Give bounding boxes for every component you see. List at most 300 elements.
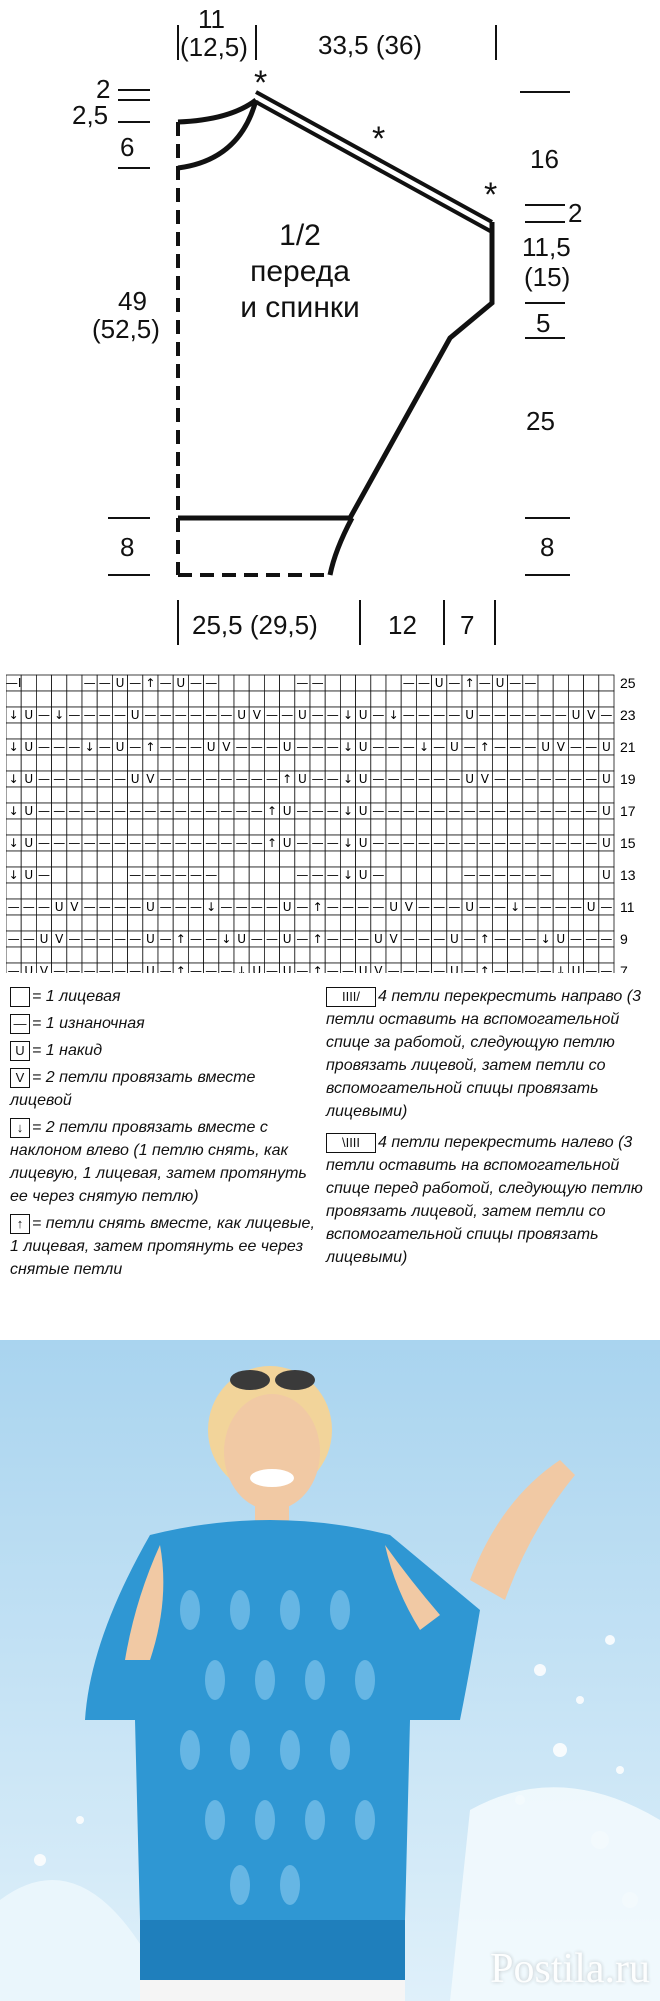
chart-cell [204, 819, 219, 835]
chart-symbol: — [159, 868, 172, 883]
chart-symbol: — [174, 740, 187, 755]
chart-cell [158, 851, 173, 867]
chart-cell [219, 723, 234, 739]
chart-cell [325, 787, 340, 803]
chart-symbol: V [146, 772, 155, 787]
chart-symbol: — [311, 836, 324, 851]
chart-symbol: ↓ [221, 932, 232, 947]
chart-cell [599, 675, 614, 691]
chart-symbol: — [494, 964, 506, 973]
chart-cell [477, 947, 492, 963]
chart-cell [67, 883, 82, 899]
chart-cell [447, 947, 462, 963]
chart-symbol: — [524, 868, 537, 883]
chart-cell [112, 819, 127, 835]
chart-cell [249, 819, 264, 835]
chart-cell [538, 691, 553, 707]
chart-cell [158, 691, 173, 707]
chart-symbol: — [554, 836, 567, 851]
chart-cell [82, 755, 97, 771]
chart-cell [143, 755, 158, 771]
watermark-logo: Postila.ru [490, 1946, 650, 1992]
chart-cell [173, 787, 188, 803]
chart-symbol: — [463, 740, 476, 755]
chart-cell [568, 883, 583, 899]
chart-symbol: — [68, 772, 81, 787]
chart-cell [280, 723, 295, 739]
chart-cell [6, 883, 21, 899]
chart-symbol: ↓ [342, 772, 354, 787]
chart-symbol: ↑ [479, 964, 490, 973]
chart-cell [21, 691, 36, 707]
chart-cell [188, 819, 203, 835]
chart-symbol: — [585, 932, 598, 947]
chart-cell [310, 691, 325, 707]
chart-cell [553, 819, 568, 835]
chart-cell [204, 947, 219, 963]
chart-cell [67, 819, 82, 835]
chart-cell [249, 691, 264, 707]
chart-cell [112, 915, 127, 931]
chart-symbol: — [402, 932, 415, 947]
chart-symbol: — [402, 836, 415, 851]
chart-symbol: ↓ [54, 708, 65, 723]
chart-symbol: U [465, 708, 474, 723]
chart-cell [97, 947, 112, 963]
chart-cell [492, 691, 507, 707]
chart-cell [371, 947, 386, 963]
chart-cell [538, 723, 553, 739]
chart-symbol: — [402, 804, 415, 819]
chart-cell [158, 787, 173, 803]
chart-cell [340, 723, 355, 739]
chart-cell [67, 787, 82, 803]
chart-symbol: V [404, 900, 413, 915]
chart-symbol: — [220, 772, 233, 787]
chart-symbol: — [342, 964, 354, 973]
chart-cell [143, 723, 158, 739]
chart-cell [568, 723, 583, 739]
chart-symbol: ↑ [266, 804, 278, 819]
chart-cell [462, 723, 477, 739]
chart-symbol: U [358, 804, 368, 819]
chart-cell [356, 819, 371, 835]
chart-cell [401, 883, 416, 899]
chart-cell [36, 787, 51, 803]
chart-symbol: — [539, 964, 552, 973]
chart-cell [508, 723, 523, 739]
chart-symbol: — [311, 772, 324, 787]
chart-cell [82, 883, 97, 899]
chart-symbol: U [282, 836, 292, 851]
chart-symbol: — [509, 772, 522, 787]
chart-symbol: — [296, 900, 309, 915]
chart-symbol: — [296, 740, 309, 755]
chart-cell [36, 915, 51, 931]
chart-cell [234, 787, 249, 803]
chart-cell [462, 755, 477, 771]
chart-cell [492, 947, 507, 963]
legend-item-cable-right: IIII/ 4 петли перекрестить направо (3 петли оставить на вспомогательной спице за работой, следующую петлю провязать лицевой, затем петли со вспомогательной спицы провязать лицевыми) [326, 988, 641, 1120]
chart-cell [158, 755, 173, 771]
chart-symbol: — [190, 900, 202, 915]
chart-cell [325, 755, 340, 771]
chart-cell [36, 819, 51, 835]
chart-cell [264, 723, 279, 739]
chart-symbol: — [114, 772, 126, 787]
chart-cell [280, 819, 295, 835]
right-dim-8: 8 [540, 532, 555, 562]
chart-cell [584, 675, 599, 691]
chart-symbol: — [387, 740, 400, 755]
chart-cell [432, 755, 447, 771]
chart-cell [143, 915, 158, 931]
left-dim-8: 8 [120, 532, 135, 562]
chart-symbol: V [222, 740, 231, 755]
chart-symbol: ↓ [540, 932, 551, 947]
chart-symbol: — [190, 708, 202, 723]
chart-cell [401, 787, 416, 803]
chart-symbol: — [600, 900, 613, 915]
chart-symbol: — [296, 804, 309, 819]
chart-cell [234, 915, 249, 931]
chart-symbol: — [311, 708, 324, 723]
legend-item-k2tog: V = 2 петли провязать вместе лицевой [10, 1069, 256, 1109]
chart-cell [447, 691, 462, 707]
chart-cell [234, 867, 249, 883]
bottom-dim-7: 7 [460, 610, 475, 640]
chart-symbol: — [220, 900, 233, 915]
chart-symbol: — [144, 804, 157, 819]
chart-symbol: U [282, 964, 292, 973]
chart-symbol: ↓ [8, 740, 19, 755]
chart-cell [584, 723, 599, 739]
chart-symbol: — [98, 740, 111, 755]
chart-symbol: — [524, 708, 537, 723]
chart-cell [568, 851, 583, 867]
chart-symbol: — [524, 676, 537, 691]
chart-symbol: — [387, 836, 400, 851]
chart-symbol: — [159, 932, 172, 947]
chart-symbol: — [7, 964, 20, 973]
chart-symbol: U [206, 740, 216, 755]
chart-symbol: — [159, 772, 172, 787]
chart-symbol: ↓ [342, 804, 354, 819]
chart-cell [584, 819, 599, 835]
chart-symbol: — [509, 740, 522, 755]
purl-symbol: — [10, 1014, 30, 1034]
chart-cell [340, 787, 355, 803]
chart-cell [523, 947, 538, 963]
left-dim-52-5: (52,5) [92, 314, 160, 344]
chart-symbol: — [296, 836, 309, 851]
chart-cell [219, 691, 234, 707]
chart-symbol: — [372, 772, 385, 787]
chart-symbol: — [539, 804, 552, 819]
chart-symbol: — [402, 708, 415, 723]
chart-symbol: — [220, 708, 233, 723]
chart-cell [599, 947, 614, 963]
chart-symbol: U [130, 772, 140, 787]
chart-symbol: — [174, 804, 187, 819]
chart-symbol: — [68, 836, 81, 851]
chart-cell [386, 915, 401, 931]
chart-symbol: U [358, 708, 368, 723]
chart-cell [462, 851, 477, 867]
photo-illustration [0, 1340, 660, 2001]
chart-symbol: — [372, 900, 385, 915]
chart-cell [295, 915, 310, 931]
chart-row-number: 17 [620, 803, 636, 820]
chart-symbol: U [541, 740, 550, 755]
chart-symbol: — [250, 932, 263, 947]
chart-cell [295, 883, 310, 899]
chart-symbol: U [146, 900, 155, 915]
chart-symbol: U [24, 836, 34, 851]
chart-cell [143, 787, 158, 803]
chart-cell [523, 819, 538, 835]
chart-symbol: V [55, 932, 64, 947]
chart-cell [280, 675, 295, 691]
chart-cell [462, 787, 477, 803]
chart-symbol: — [114, 804, 126, 819]
chart-symbol: — [174, 708, 187, 723]
chart-cell [36, 675, 51, 691]
chart-symbol: — [448, 836, 461, 851]
chart-symbol: — [478, 868, 491, 883]
chart-cell [97, 787, 112, 803]
chart-symbol: ↓ [510, 900, 521, 915]
chart-cell [158, 819, 173, 835]
chart-row-number: 15 [620, 835, 636, 852]
chart-symbol: U [602, 772, 611, 787]
chart-symbol: U [176, 676, 186, 691]
chart-symbol: — [22, 932, 35, 947]
chart-cell [340, 755, 355, 771]
chart-cell [386, 851, 401, 867]
chart-symbol: ↑ [312, 900, 323, 915]
chart-cell [325, 691, 340, 707]
chart-symbol: — [524, 740, 537, 755]
chart-cell [538, 947, 553, 963]
chart-cell [173, 915, 188, 931]
chart-symbol: — [600, 708, 613, 723]
chart-cell [67, 675, 82, 691]
chart-cell [21, 675, 36, 691]
chart-symbol: — [372, 804, 385, 819]
chart-symbol: — [418, 836, 430, 851]
chart-cell [356, 755, 371, 771]
chart-symbol: — [326, 868, 339, 883]
chart-symbol: — [570, 804, 582, 819]
chart-cell [264, 819, 279, 835]
chart-cell [538, 883, 553, 899]
chart-symbol: — [342, 932, 354, 947]
chart-symbol: — [190, 836, 202, 851]
chart-symbol: ↑ [175, 964, 186, 973]
chart-symbol: — [570, 900, 582, 915]
chart-cell [6, 819, 21, 835]
chart-cell [325, 915, 340, 931]
chart-cell [356, 787, 371, 803]
chart-symbol: — [250, 772, 263, 787]
chart-symbol: — [22, 900, 35, 915]
chart-cell [219, 755, 234, 771]
chart-cell [67, 867, 82, 883]
chart-symbol: — [372, 708, 385, 723]
chart-symbol: — [570, 740, 582, 755]
chart-cell [6, 915, 21, 931]
chart-cell [477, 915, 492, 931]
chart-cell [295, 819, 310, 835]
chart-symbol: — [326, 772, 339, 787]
chart-cell [523, 883, 538, 899]
chart-cell [599, 915, 614, 931]
chart-cell [325, 947, 340, 963]
chart-cell [21, 915, 36, 931]
chart-symbol: — [418, 676, 430, 691]
chart-cell [568, 675, 583, 691]
chart-cell [295, 691, 310, 707]
chart-cell [523, 915, 538, 931]
chart-symbol: — [266, 932, 278, 947]
chart-cell [401, 755, 416, 771]
chart-symbol: ↑ [312, 964, 323, 973]
knit-symbol [10, 987, 30, 1007]
chart-cell [416, 755, 431, 771]
chart-symbol: ↓ [84, 740, 95, 755]
chart-symbol: — [509, 676, 522, 691]
chart-cell [128, 723, 143, 739]
chart-cell [492, 819, 507, 835]
chart-symbol: — [98, 836, 111, 851]
chart-cell [553, 691, 568, 707]
chart-symbol: — [296, 676, 309, 691]
schematic-title [205, 218, 395, 326]
chart-cell [508, 851, 523, 867]
legend-item-yo: U = 1 накид [10, 1039, 320, 1062]
chart-symbol: U [374, 932, 383, 947]
chart-symbol: — [448, 708, 461, 723]
chart-cell [52, 691, 67, 707]
chart-symbol: — [402, 740, 415, 755]
chart-row-number: 21 [620, 739, 636, 756]
chart-cell [416, 691, 431, 707]
legend-item-cable-left: \IIII 4 петли перекрестить налево (3 петли оставить на вспомогательной спице перед работой, следующую петлю провязать лицевой, затем петли со вспомогательной спицы провязать лицевыми) [326, 1134, 643, 1266]
chart-symbol: — [372, 836, 385, 851]
chart-symbol: — [509, 932, 522, 947]
chart-cell [188, 883, 203, 899]
chart-symbol: — [159, 900, 172, 915]
chart-row-number: 11 [620, 899, 635, 916]
top-dim-neck: 11 [198, 4, 225, 34]
chart-symbol: ↑ [479, 740, 490, 755]
chart-cell [599, 723, 614, 739]
chart-cell [584, 755, 599, 771]
chart-symbol: U [571, 708, 581, 723]
chart-cell [568, 819, 583, 835]
chart-symbol: — [53, 740, 66, 755]
chart-symbol: — [494, 740, 506, 755]
chart-cell [401, 947, 416, 963]
chart-symbol: — [266, 740, 278, 755]
chart-cell [188, 947, 203, 963]
chart-symbol: — [83, 708, 96, 723]
chart-symbol: — [68, 708, 81, 723]
chart-cell [538, 915, 553, 931]
chart-cell [188, 691, 203, 707]
chart-cell [36, 947, 51, 963]
chart-cell [477, 787, 492, 803]
chart-cell [371, 915, 386, 931]
chart-cell [401, 851, 416, 867]
chart-cell [82, 819, 97, 835]
chart-cell [249, 723, 264, 739]
chart-symbol: — [554, 772, 567, 787]
chart-symbol: — [296, 964, 309, 973]
chart-cell [386, 883, 401, 899]
chart-symbol: U [602, 868, 611, 883]
chart-symbol: — [144, 868, 157, 883]
model-photo [0, 1340, 660, 2001]
chart-symbol: — [418, 772, 430, 787]
chart-symbol: — [585, 804, 598, 819]
chart-cell [97, 915, 112, 931]
chart-cell [568, 915, 583, 931]
chart-symbol: — [448, 772, 461, 787]
chart-symbol: — [129, 868, 142, 883]
chart-cell [264, 675, 279, 691]
chart-cell [401, 867, 416, 883]
chart-cell [36, 883, 51, 899]
chart-cell [477, 755, 492, 771]
chart-symbol: — [433, 772, 446, 787]
chart-symbol: — [539, 868, 552, 883]
chart-symbol: V [70, 900, 79, 915]
chart-cell [112, 787, 127, 803]
chart-cell [416, 787, 431, 803]
chart-symbol: — [83, 836, 96, 851]
legend-left [10, 985, 320, 1281]
chart-cell [401, 819, 416, 835]
chart-symbol: — [38, 900, 50, 915]
chart-cell [477, 691, 492, 707]
chart-cell [462, 915, 477, 931]
chart-symbol: — [83, 900, 96, 915]
chart-symbol: — [174, 836, 187, 851]
chart-cell [538, 675, 553, 691]
chart-symbol: — [478, 708, 491, 723]
chart-cell [67, 723, 82, 739]
chart-row-number: 19 [620, 771, 636, 788]
chart-symbol: — [159, 740, 172, 755]
k2tog-symbol: V [10, 1068, 30, 1088]
bottom-dim-width: 25,5 (29,5) [192, 610, 318, 640]
chart-cell [280, 915, 295, 931]
chart-symbol: — [205, 868, 218, 883]
chart-cell [188, 851, 203, 867]
chart-symbol: V [374, 964, 383, 973]
chart-cell [325, 675, 340, 691]
chart-symbol: — [600, 932, 613, 947]
chart-cell [508, 883, 523, 899]
legend-item-knit: = 1 лицевая [10, 985, 320, 1008]
chart-symbol: U [602, 740, 611, 755]
chart-symbol: — [190, 772, 202, 787]
chart-symbol: — [387, 964, 400, 973]
chart-symbol: — [326, 836, 339, 851]
chart-cell [584, 947, 599, 963]
